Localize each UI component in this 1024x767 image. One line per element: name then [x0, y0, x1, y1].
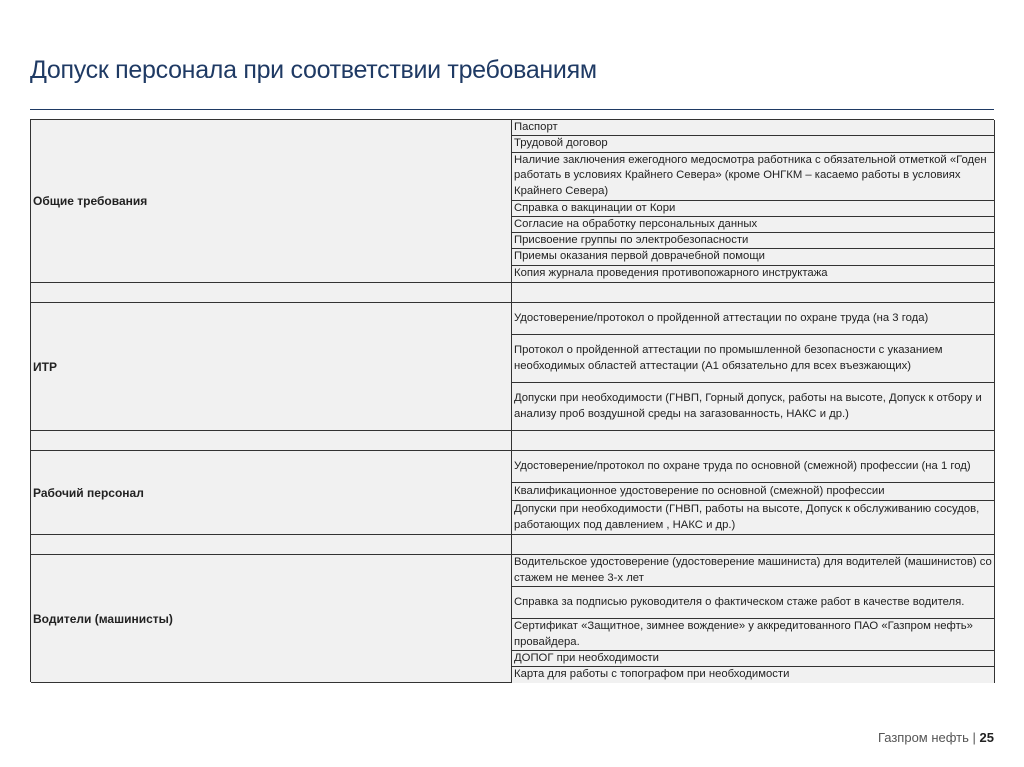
requirement-item: Сертификат «Защитное, зимнее вождение» у аккредитованного ПАО «Газпром нефть» провайдера. [512, 619, 994, 651]
requirement-item: Паспорт [512, 120, 994, 136]
requirement-item: Допуски при необходимости (ГНВП, работы на высоте, Допуск к обслуживанию сосудов, работающих под давлением , НАКС и др.) [512, 501, 994, 534]
requirement-item: Согласие на обработку персональных данных [512, 217, 994, 233]
requirement-item: ДОПОГ при необходимости [512, 651, 994, 667]
spacer-cell [31, 535, 512, 555]
page-number: 25 [979, 730, 994, 745]
requirement-item: Приемы оказания первой доврачебной помощи [512, 249, 994, 265]
spacer-cell [512, 431, 995, 451]
requirement-item: Присвоение группы по электробезопасности [512, 233, 994, 249]
section-items [512, 303, 995, 431]
requirement-item: Наличие заключения ежегодного медосмотра работника с обязательной отметкой «Годен работать в условиях Крайнего Севера» (кроме ОНГКМ – касаемо работы в условиях Крайнего Севера) [512, 153, 994, 201]
page-title: Допуск персонала при соответствии требованиям [30, 56, 597, 84]
section-label: Водители (машинисты) [31, 555, 512, 683]
requirement-item: Протокол о пройденной аттестации по промышленной безопасности с указанием необходимых областей аттестации (А1 обязательно для всех въезжающих) [512, 335, 994, 383]
section-items [512, 555, 995, 683]
requirement-item: Трудовой договор [512, 136, 994, 152]
section-label: Общие требования [31, 120, 512, 283]
requirement-item: Квалификационное удостоверение по основной (смежной) профессии [512, 483, 994, 501]
spacer-cell [31, 431, 512, 451]
requirement-item: Допуски при необходимости (ГНВП, Горный допуск, работы на высоте, Допуск к отбору и анализу проб воздушной среды на загазованность, НАКС и др.) [512, 383, 994, 430]
requirement-item: Справка о вакцинации от Кори [512, 201, 994, 217]
section-items [512, 120, 995, 283]
requirement-item: Карта для работы с топографом при необходимости [512, 667, 994, 682]
requirement-item: Копия журнала проведения противопожарного инструктажа [512, 266, 994, 283]
requirement-item: Водительское удостоверение (удостоверение машиниста) для водителей (машинистов) со стажем не менее 3-х лет [512, 555, 994, 587]
requirement-item: Справка за подписью руководителя о фактическом стаже работ в качестве водителя. [512, 587, 994, 619]
slide-footer [878, 730, 994, 745]
footer-company: Газпром нефть | [877, 730, 976, 745]
section-label: Рабочий персонал [31, 451, 512, 535]
spacer-cell [512, 535, 995, 555]
requirements-table [30, 119, 994, 682]
section-label: ИТР [31, 303, 512, 431]
title-divider [30, 109, 994, 110]
spacer-cell [512, 283, 995, 303]
requirement-item: Удостоверение/протокол о пройденной аттестации по охране труда (на 3 года) [512, 303, 994, 335]
spacer-cell [31, 283, 512, 303]
section-items [512, 451, 995, 535]
requirement-item: Удостоверение/протокол по охране труда по основной (смежной) профессии (на 1 год) [512, 451, 994, 483]
